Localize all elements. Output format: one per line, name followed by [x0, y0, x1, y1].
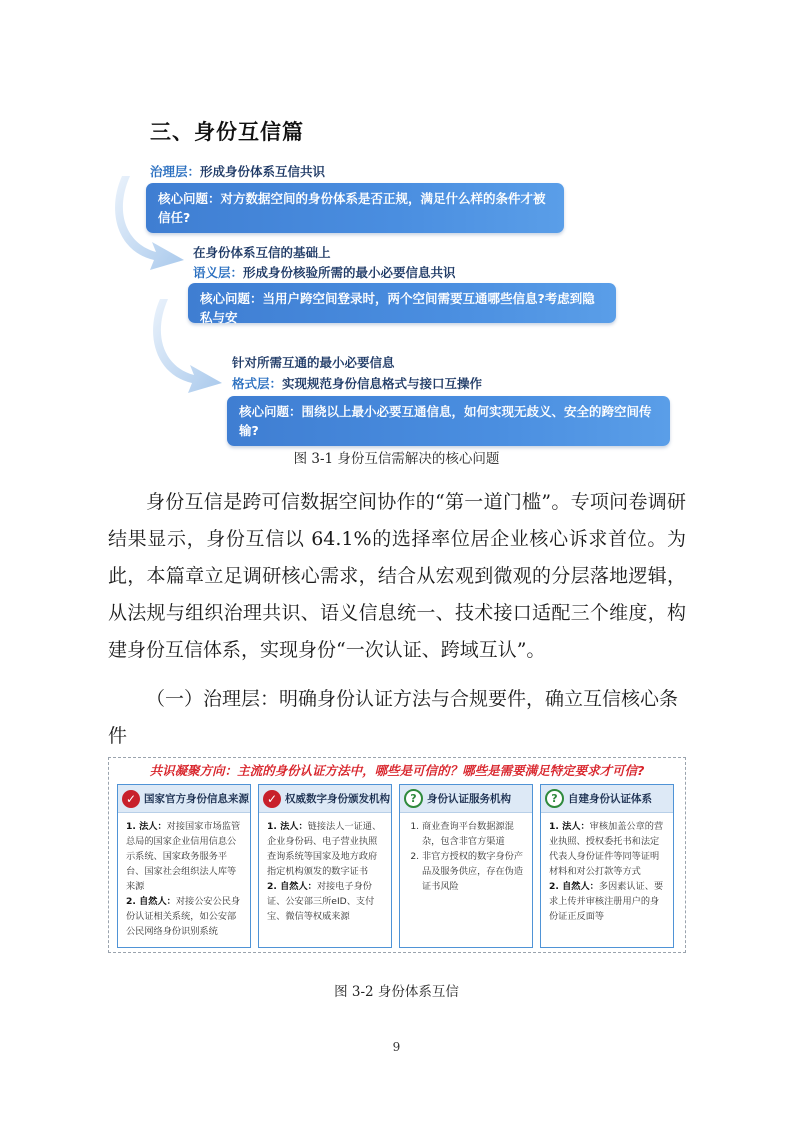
figure-3-2-caption: 图 3-2 身份体系互信 — [334, 984, 459, 1000]
layer1-label: 治理层：形成身份体系互信共识 — [150, 164, 326, 179]
question-icon: ? — [404, 789, 423, 808]
card-title: 国家官方身份信息来源 — [144, 793, 249, 805]
check-icon: ✓ — [122, 790, 140, 808]
layer2-context: 在身份体系互信的基础上 — [193, 245, 331, 260]
card-authoritative-issuer: ✓ 权威数字身份颁发机构 1. 法人：链接法人一证通、企业身份码、电子营业执照查询系统等国家及地方政府指定机构颁发的数字证书 2. 自然人：对接电子身份证、公安部三所eID、支付宝、微信等权威来源 — [258, 784, 392, 948]
layer3-label: 格式层：实现规范身份信息格式与接口互操作 — [232, 376, 483, 391]
layer3-question: 核心问题：围绕以上最小必要互通信息，如何实现无歧义、安全的跨空间传输? — [227, 396, 670, 446]
layer3-context: 针对所需互通的最小必要信息 — [232, 355, 395, 370]
check-icon: ✓ — [263, 790, 281, 808]
card-national-official-source: ✓ 国家官方身份信息来源 1. 法人：对接国家市场监管总局的国家企业信用信息公示系统、国家政务服务平台、国家社会组织法人库等来源 2. 自然人：对接公安公民身份认证相关系统，如公安部公民网络身份识别系统 — [117, 784, 251, 948]
card-title: 身份认证服务机构 — [427, 793, 511, 805]
figure-3-1-caption: 图 3-1 身份互信需解决的核心问题 — [293, 451, 500, 467]
section-title: 三、身份互信篇 — [150, 120, 304, 144]
figure-3-2 — [108, 757, 686, 953]
layer2-label: 语义层：形成身份核验所需的最小必要信息共识 — [193, 265, 456, 280]
figure-3-2-header: 共识凝聚方向：主流的身份认证方法中，哪些是可信的？哪些是需要满足特定要求才可信? — [149, 763, 645, 778]
body-paragraph: 身份互信是跨可信数据空间协作的“第一道门槛”。专项问卷调研结果显示，身份互信以 64.1%的选择率位居企业核心诉求首位。为此，本篇章立足调研核心需求，结合从宏观到微观的分层落地逻辑，从法规与组织治理共识、语义信息统一、技术接口适配三个维度，构建身份互信体系，实现身份“一次认证、跨域互认”。 — [108, 491, 686, 661]
card-title: 权威数字身份颁发机构 — [285, 793, 390, 805]
card-title: 自建身份认证体系 — [568, 793, 652, 805]
subheading: （一）治理层：明确身份认证方法与合规要件，确立互信核心条件 — [108, 688, 679, 747]
layer1-question: 核心问题：对方数据空间的身份体系是否正规，满足什么样的条件才被信任? — [146, 183, 564, 233]
question-icon: ? — [545, 789, 564, 808]
card-auth-service-provider: ? 身份认证服务机构 1. 商业查询平台数据源混杂，包含非官方渠道 2. 非官方授权的数字身份产品及服务供应，存在伪造证书风险 — [399, 784, 533, 948]
layer2-question: 核心问题：当用户跨空间登录时，两个空间需要互通哪些信息?考虑到隐私与安 全，最小必要互通的是哪些? — [188, 283, 616, 323]
card-self-built-system: ? 自建身份认证体系 1. 法人：审核加盖公章的营业执照、授权委托书和法定代表人身份证件等同等证明材料和对公打款等方式 2. 自然人：多因素认证、要求上传并审核注册用户的身份证正反面等 — [540, 784, 674, 948]
page-number: 9 — [392, 1040, 401, 1054]
